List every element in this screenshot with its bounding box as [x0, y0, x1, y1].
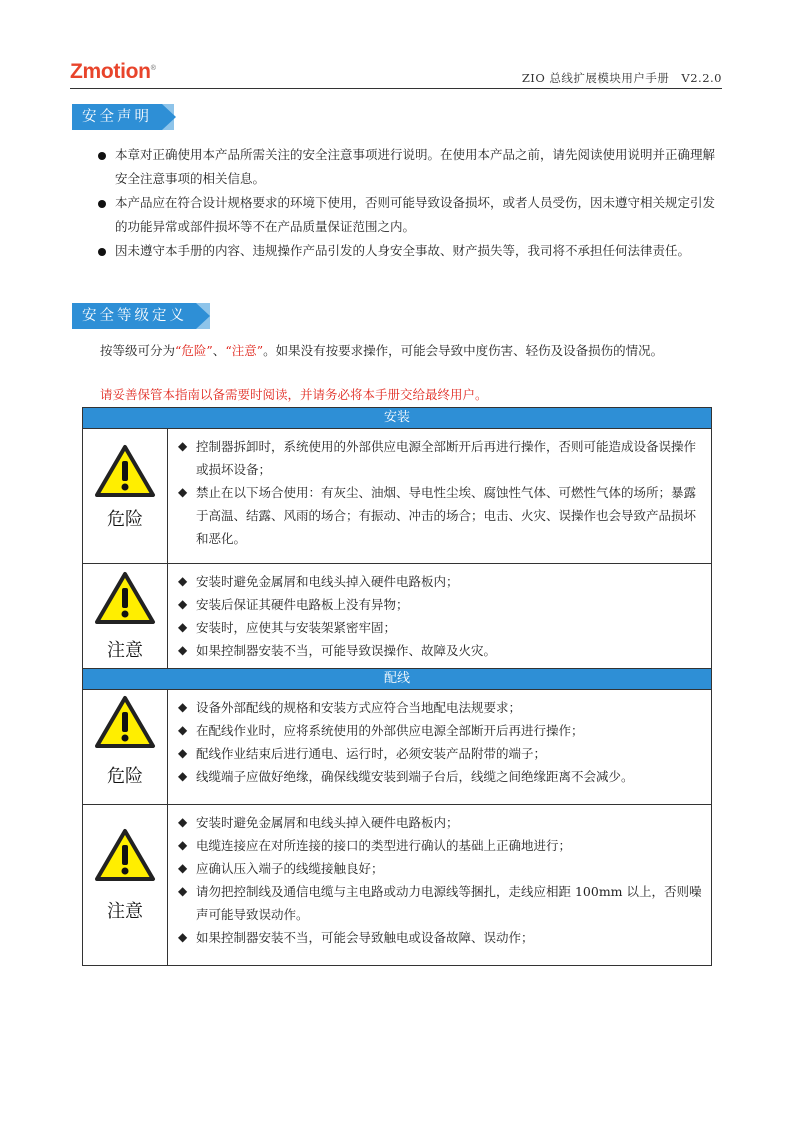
- item-text: 如果控制器安装不当，可能导致误操作、故障及火灾。: [196, 643, 497, 658]
- tag-arrow-icon: [162, 104, 176, 130]
- item-text: 电缆连接应在对所连接的接口的类型进行确认的基础上正确地进行；: [196, 838, 572, 853]
- list-item: [178, 481, 703, 550]
- diamond-bullet-icon: ◆: [178, 620, 188, 634]
- items-cell: [168, 805, 712, 966]
- items-cell: [168, 690, 712, 805]
- list-item: [96, 143, 726, 191]
- intro-text: 按等级可分为: [100, 343, 176, 358]
- list-item: [178, 719, 703, 742]
- item-text: 线缆端子应做好绝缘，确保线缆安装到端子台后，线缆之间绝缘距离不会减少。: [196, 769, 634, 784]
- diamond-bullet-icon: ◆: [178, 723, 188, 737]
- level-cell: [83, 429, 168, 564]
- bullet-icon: [98, 248, 106, 256]
- keep-manual-notice: 请妥善保管本指南以备需要时阅读，并请务必将本手册交给最终用户。: [100, 387, 488, 402]
- list-item: [178, 742, 703, 765]
- diamond-bullet-icon: ◆: [178, 574, 188, 588]
- list-item: [178, 926, 703, 949]
- bullet-text: 本章对正确使用本产品所需关注的安全注意事项进行说明。在使用本产品之前，请先阅读使用说明并正确理解安全注意事项的相关信息。: [115, 147, 716, 186]
- warning-triangle-icon: [93, 443, 157, 499]
- band-wiring: 配线: [83, 669, 712, 690]
- diamond-bullet-icon: ◆: [178, 597, 188, 611]
- list-item: [178, 639, 703, 662]
- diamond-bullet-icon: ◆: [178, 746, 188, 760]
- list-item: [178, 834, 703, 857]
- item-text: 在配线作业时，应将系统使用的外部供应电源全部断开后再进行操作；: [196, 723, 584, 738]
- list-item: [178, 570, 703, 593]
- diamond-bullet-icon: ◆: [178, 884, 188, 898]
- list-item: [178, 811, 703, 834]
- item-text: 如果控制器安装不当，可能会导致触电或设备故障、误动作；: [196, 930, 534, 945]
- tag-arrow-icon: [196, 303, 210, 329]
- list-item: [178, 593, 703, 616]
- table-row: [83, 805, 712, 966]
- diamond-bullet-icon: ◆: [178, 930, 188, 944]
- list-item: [178, 857, 703, 880]
- diamond-bullet-icon: ◆: [178, 700, 188, 714]
- item-text: 请勿把控制线及通信电缆与主电路或动力电源线等捆扎，走线应相距 100mm 以上，否则噪声可能导致误动作。: [196, 884, 702, 922]
- levels-intro: [80, 340, 725, 362]
- item-text: 安装时，应使其与安装架紧密牢固；: [196, 620, 397, 635]
- list-item: [178, 616, 703, 639]
- list-item: [178, 880, 703, 926]
- table-row: [83, 429, 712, 564]
- warning-triangle-icon: [93, 570, 157, 626]
- level-label-danger: 危险: [107, 766, 143, 787]
- section-title: 安全等级定义: [72, 303, 196, 329]
- diamond-bullet-icon: ◆: [178, 485, 188, 499]
- document-title: ZIO 总线扩展模块用户手册 V2.2.0: [521, 71, 722, 85]
- list-item: [96, 191, 726, 239]
- logo-registered-mark: ®: [150, 65, 156, 72]
- item-text: 设备外部配线的规格和安装方式应符合当地配电法规要求；: [196, 700, 522, 715]
- list-item: [96, 239, 726, 263]
- items-cell: [168, 429, 712, 564]
- level-cell: [83, 805, 168, 966]
- logo-text: Zmotion: [70, 60, 151, 83]
- item-text: 配线作业结束后进行通电、运行时，必须安装产品附带的端子；: [196, 746, 547, 761]
- diamond-bullet-icon: ◆: [178, 815, 188, 829]
- item-text: 控制器拆卸时，系统使用的外部供应电源全部断开后再进行操作，否则可能造成设备误操作或损坏设备；: [196, 439, 697, 477]
- items-cell: [168, 564, 712, 669]
- warning-triangle-icon: [93, 827, 157, 883]
- item-text: 禁止在以下场合使用：有灰尘、油烟、导电性尘埃、腐蚀性气体、可燃性气体的场所；暴露于高温、结露、风雨的场合；有振动、冲击的场合；电击、火灾、误操作也会导致产品损坏和恶化。: [196, 485, 697, 546]
- warning-triangle-icon: [93, 694, 157, 750]
- list-item: [178, 435, 703, 481]
- band-installation: 安装: [83, 408, 712, 429]
- diamond-bullet-icon: ◆: [178, 769, 188, 783]
- table-row: [83, 690, 712, 805]
- level-label-caution: 注意: [107, 640, 143, 661]
- item-text: 应确认压入端子的线缆接触良好；: [196, 861, 384, 876]
- level-label-danger: 危险: [107, 509, 143, 530]
- diamond-bullet-icon: ◆: [178, 439, 188, 453]
- list-item: [178, 696, 703, 719]
- level-label-caution: 注意: [107, 901, 143, 922]
- level-cell: [83, 690, 168, 805]
- bullet-icon: [98, 152, 106, 160]
- bullet-icon: [98, 200, 106, 208]
- item-text: 安装时避免金属屑和电线头掉入硬件电路板内；: [196, 574, 459, 589]
- page-header: [70, 58, 722, 89]
- table-row: [83, 564, 712, 669]
- diamond-bullet-icon: ◆: [178, 838, 188, 852]
- bullet-text: 本产品应在符合设计规格要求的环境下使用，否则可能导致设备损坏，或者人员受伤，因未遵守相关规定引发的功能异常或部件损坏等不在产品质量保证范围之内。: [115, 195, 716, 234]
- caution-term: “注意”: [225, 343, 264, 358]
- diamond-bullet-icon: ◆: [178, 643, 188, 657]
- safety-table: [82, 407, 712, 966]
- danger-term: “危险”: [175, 343, 213, 358]
- section-title: 安全声明: [72, 104, 162, 130]
- intro-separator: 、: [212, 343, 226, 358]
- safety-statement-list: [96, 143, 726, 263]
- diamond-bullet-icon: ◆: [178, 861, 188, 875]
- item-text: 安装后保证其硬件电路板上没有异物；: [196, 597, 409, 612]
- intro-text: 。如果没有按要求操作，可能会导致中度伤害、轻伤及设备损伤的情况。: [263, 343, 664, 358]
- item-text: 安装时避免金属屑和电线头掉入硬件电路板内；: [196, 815, 459, 830]
- bullet-text: 因未遵守本手册的内容、违规操作产品引发的人身安全事故、财产损失等，我司将不承担任何法律责任。: [115, 243, 691, 258]
- list-item: [178, 765, 703, 788]
- level-cell: [83, 564, 168, 669]
- company-logo: [70, 60, 156, 84]
